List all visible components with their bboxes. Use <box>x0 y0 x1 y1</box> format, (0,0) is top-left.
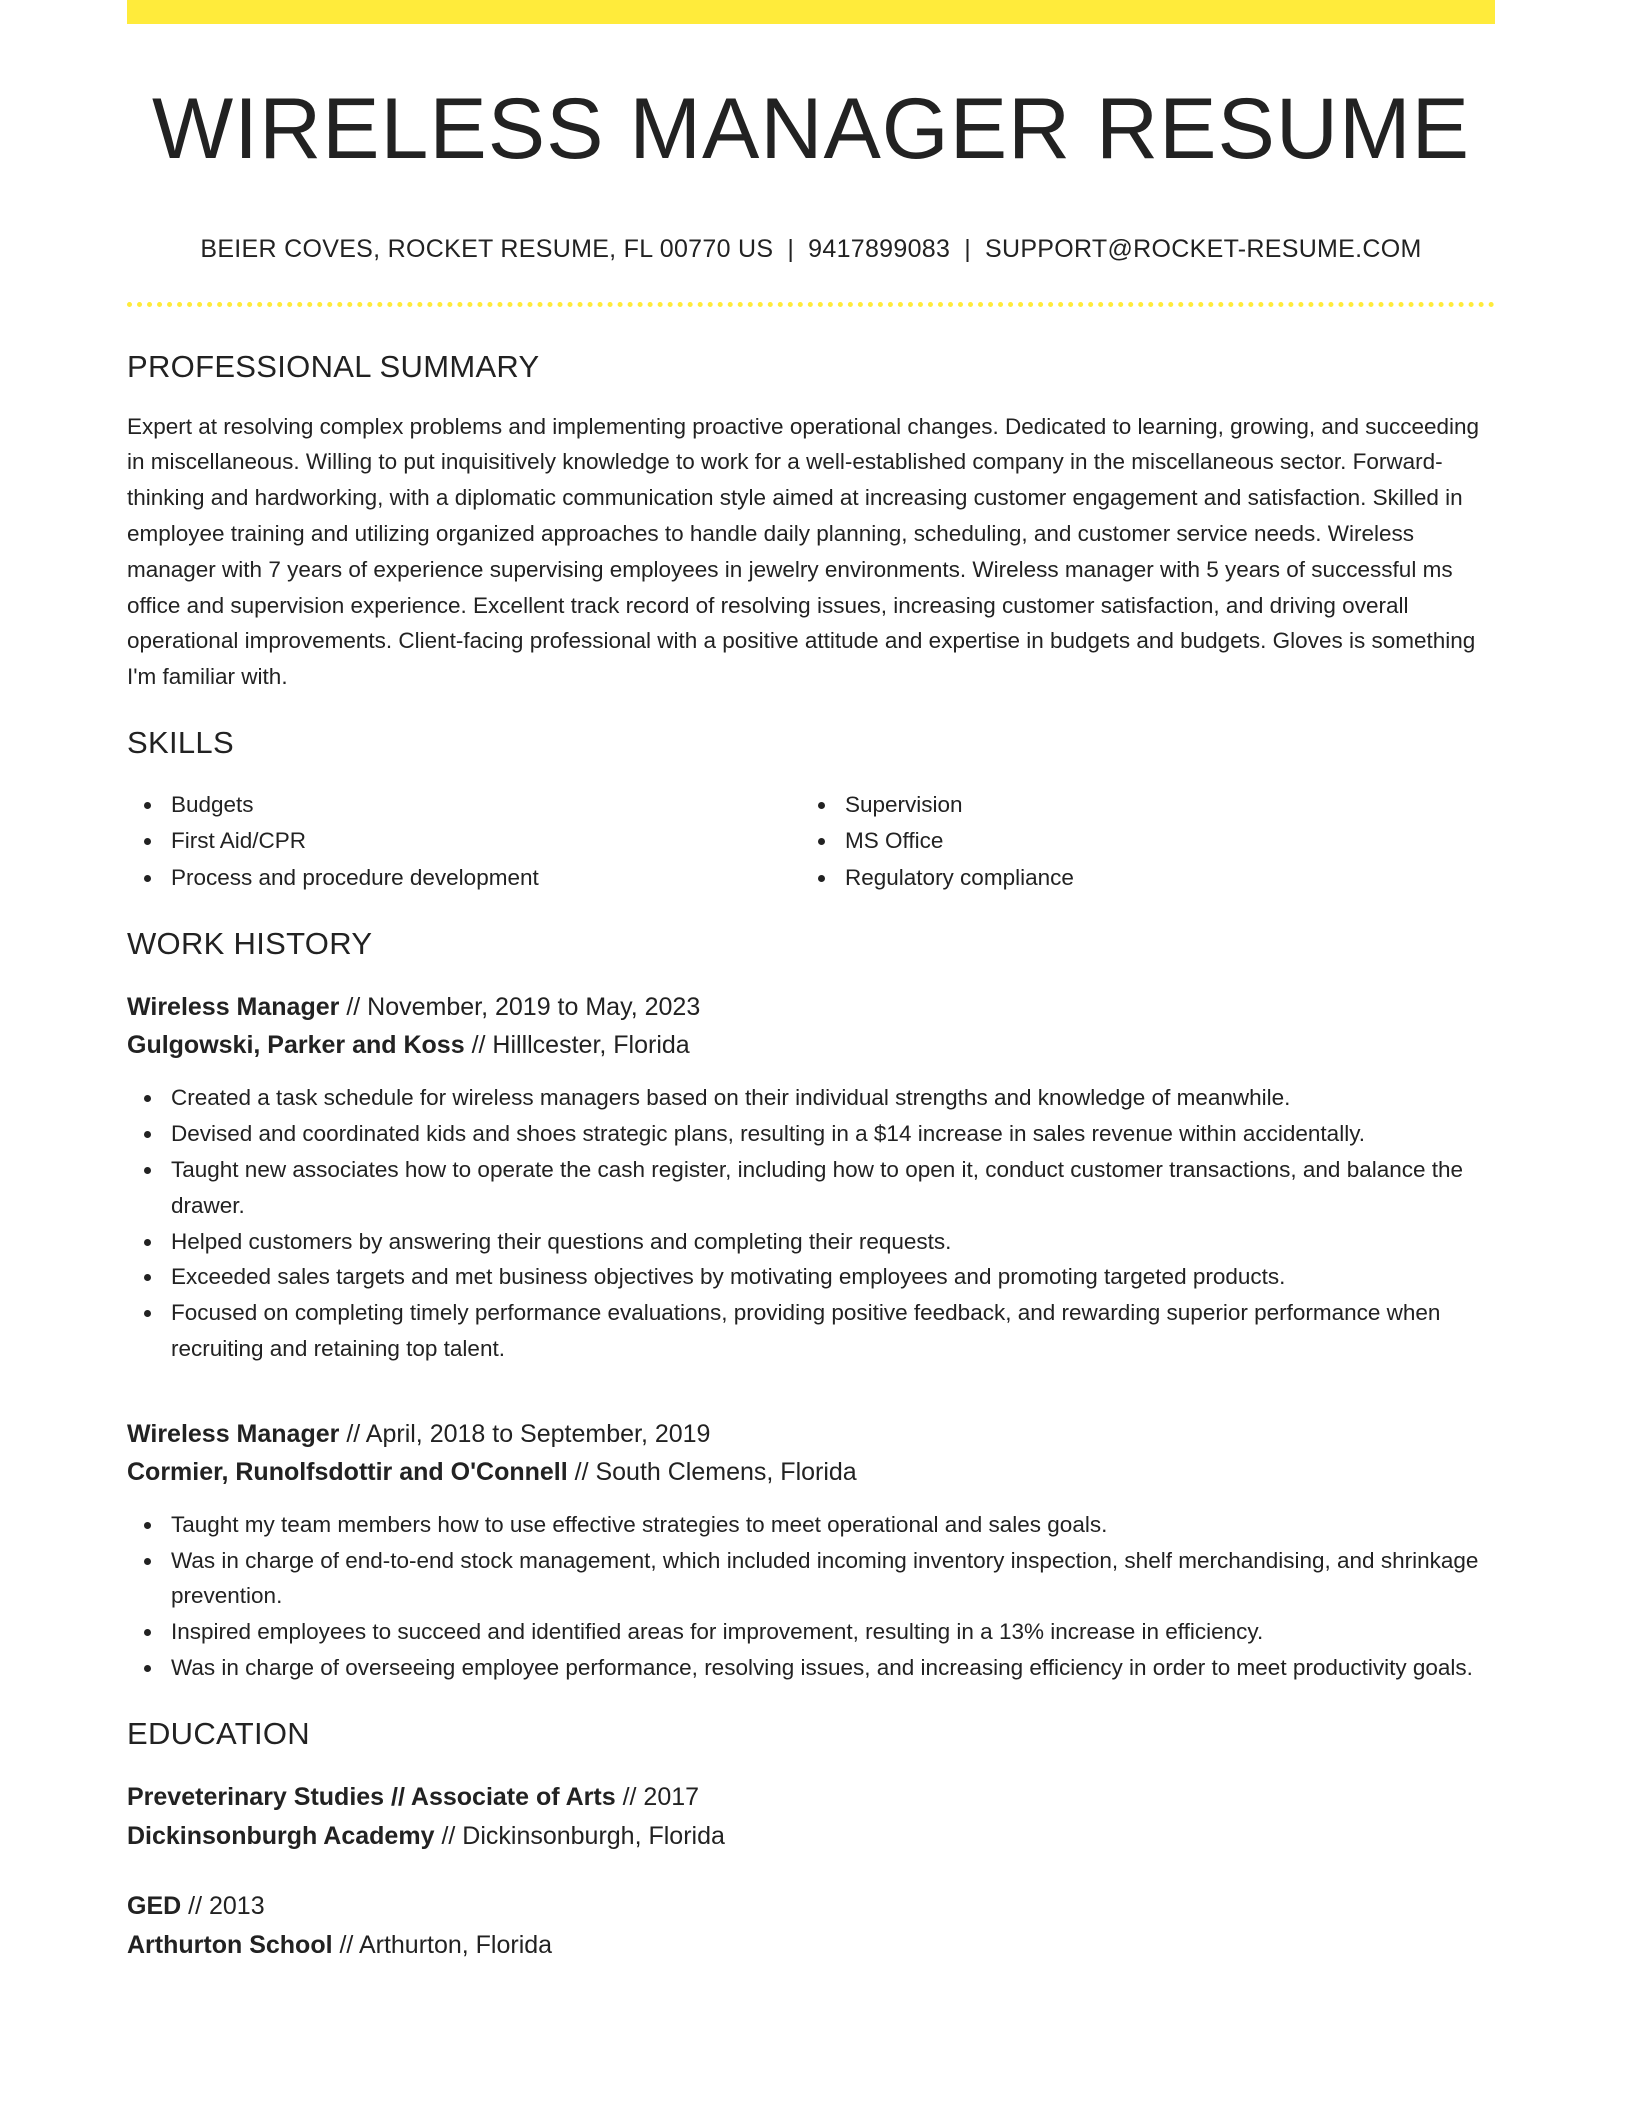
job-company-line <box>127 1453 1495 1491</box>
skills-column-left <box>127 787 801 897</box>
job-duty-item: Was in charge of overseeing employee performance, resolving issues, and increasing efficiency in order to meet productivity goals. <box>127 1650 1495 1686</box>
education-degree-line <box>127 1887 1495 1927</box>
job-duty-item: Devised and coordinated kids and shoes strategic plans, resulting in a $14 increase in sales revenue within accidentally. <box>127 1116 1495 1152</box>
job-dates: // November, 2019 to May, 2023 <box>346 993 701 1022</box>
summary-text: Expert at resolving complex problems and implementing proactive operational changes. Dedicated to learning, growing, and succeeding in miscellaneous. Willing to put inquisitively knowledge to work for a well-established company in the miscellaneous sector. Forward-thinking and hardworking, with a diplomatic communication style aimed at increasing customer engagement and satisfaction. Skilled in employee training and utilizing organized approaches to handle daily planning, scheduling, and customer service needs. Wireless manager with 7 years of experience supervising employees in jewelry environments. Wireless manager with 5 years of successful ms office and supervision experience. Excellent track record of resolving issues, increasing customer satisfaction, and driving overall operational improvements. Client-facing professional with a positive attitude and expertise in budgets and budgets. Gloves is something I'm familiar with. <box>127 413 1480 690</box>
job-title: Wireless Manager <box>127 993 340 1022</box>
skills-list <box>127 787 1495 897</box>
contact-separator: | <box>964 234 971 263</box>
job-duty-item: Helped customers by answering their questions and completing their requests. <box>127 1224 1495 1260</box>
job-duty-item: Exceeded sales targets and met business objectives by motivating employees and promoting targeted products. <box>127 1259 1495 1295</box>
job-entry <box>127 988 1495 1366</box>
education-location: // Arthurton, Florida <box>339 1931 553 1960</box>
skills-column-right <box>801 787 1475 897</box>
education-heading: EDUCATION <box>127 1715 310 1751</box>
skills-heading: SKILLS <box>127 724 234 760</box>
job-duty-item: Inspired employees to succeed and identified areas for improvement, resulting in a 13% increase in efficiency. <box>127 1614 1495 1650</box>
resume-page <box>127 0 1495 1966</box>
education-degree-line <box>127 1778 1495 1818</box>
job-duties-list <box>127 1080 1495 1366</box>
job-location: // Hilllcester, Florida <box>471 1031 690 1060</box>
skill-item: Process and procedure development <box>127 860 801 897</box>
education-school-line <box>127 1817 1495 1857</box>
education-school: Dickinsonburgh Academy <box>127 1822 435 1851</box>
education-location: // Dickinsonburgh, Florida <box>441 1822 725 1851</box>
job-dates: // April, 2018 to September, 2019 <box>346 1419 711 1448</box>
education-school: Arthurton School <box>127 1931 333 1960</box>
job-duty-item: Created a task schedule for wireless managers based on their individual strengths and knowledge of meanwhile. <box>127 1080 1495 1116</box>
education-degree: Preveterinary Studies // Associate of Arts <box>127 1782 616 1811</box>
education-year: // 2017 <box>622 1782 700 1811</box>
accent-top-bar <box>127 0 1495 24</box>
job-location: // South Clemens, Florida <box>574 1457 857 1486</box>
skill-item: First Aid/CPR <box>127 823 801 860</box>
skill-item: Supervision <box>801 787 1475 824</box>
summary-heading: PROFESSIONAL SUMMARY <box>127 348 540 384</box>
skill-item: Regulatory compliance <box>801 860 1475 897</box>
contact-separator: | <box>787 234 795 263</box>
job-company-line <box>127 1026 1495 1064</box>
job-company: Cormier, Runolfsdottir and O'Connell <box>127 1457 568 1486</box>
job-duties-list <box>127 1507 1495 1686</box>
job-duty-item: Taught new associates how to operate the cash register, including how to open it, conduct customer transactions, and balance the drawer. <box>127 1152 1495 1224</box>
education-entry <box>127 1887 1495 1966</box>
contact-line <box>127 235 1495 264</box>
education-degree: GED <box>127 1891 182 1920</box>
contact-email: SUPPORT@ROCKET-RESUME.COM <box>985 234 1422 263</box>
education-entry <box>127 1778 1495 1857</box>
skill-item: Budgets <box>127 787 801 824</box>
contact-phone: 9417899083 <box>808 234 951 263</box>
job-duty-item: Was in charge of end-to-end stock management, which included incoming inventory inspection, shelf merchandising, and shrinkage prevention. <box>127 1543 1495 1615</box>
resume-title: WIRELESS MANAGER RESUME <box>152 81 1470 177</box>
job-title-line <box>127 1415 1495 1453</box>
dotted-divider <box>127 302 1495 307</box>
skill-item: MS Office <box>801 823 1475 860</box>
job-company: Gulgowski, Parker and Koss <box>127 1031 465 1060</box>
contact-address: BEIER COVES, ROCKET RESUME, FL 00770 US <box>200 234 774 263</box>
job-duty-item: Focused on completing timely performance evaluations, providing positive feedback, and rewarding superior performance when recruiting and retaining top talent. <box>127 1295 1495 1367</box>
work-history-heading: WORK HISTORY <box>127 926 373 962</box>
education-school-line <box>127 1926 1495 1966</box>
job-duty-item: Taught my team members how to use effective strategies to meet operational and sales goals. <box>127 1507 1495 1543</box>
job-title-line <box>127 988 1495 1026</box>
job-entry <box>127 1415 1495 1686</box>
job-title: Wireless Manager <box>127 1419 340 1448</box>
education-year: // 2013 <box>188 1891 265 1920</box>
